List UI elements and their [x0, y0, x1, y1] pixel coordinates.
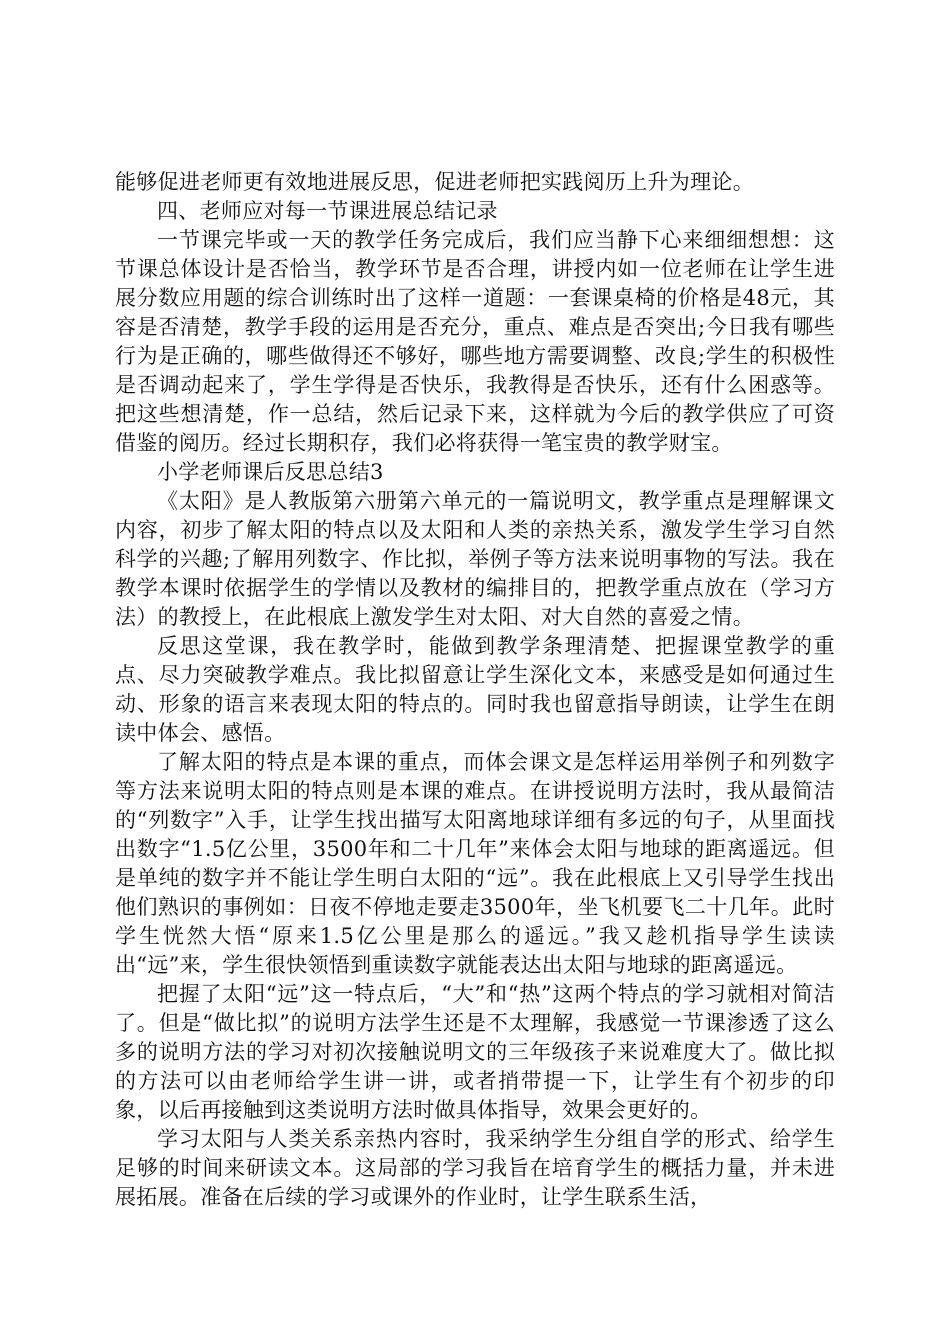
- section-heading-four: 四、老师应对每一节课进展总结记录: [157, 199, 498, 223]
- article-title-reflection-3: 小学老师课后反思总结3: [157, 460, 384, 484]
- paragraph-comparison-method: 把握了太阳“远”这一特点后，“大”和“热”这两个特点的学习就相对简洁了。但是“做比拟”的说明方法学生还是不太理解，我感觉一节课渗透了这么多的说明方法的学习对初次接触说明文的三年级孩子来说难度大了。做比拟的方法可以由老师给学生讲一讲，或者捎带提一下，让学生有个初步的印象，以后再接触到这类说明方法时做具体指导，效果会更好的。: [115, 982, 835, 1122]
- paragraph-sun-intro: 《太阳》是人教版第六册第六单元的一篇说明文，教学重点是理解课文内容，初步了解太阳的特点以及太阳和人类的亲热关系，激发学生学习自然科学的兴趣;了解用列数字、作比拟，举例子等方法来说明事物的写法。我在教学本课时依据学生的学情以及教材的编排目的，把教学重点放在（学习方法）的教授上，在此根底上激发学生对太阳、对大自然的喜爱之情。: [115, 489, 835, 629]
- document-body: [115, 168, 835, 1212]
- paragraph-group-study: 学习太阳与人类关系亲热内容时，我采纳学生分组自学的形式、给学生足够的时间来研读文本。这局部的学习我旨在培育学生的概括力量，并未进展拓展。准备在后续的学习或课外的作业时，让学生联系生活，: [115, 1127, 835, 1209]
- paragraph-continuation: 能够促进老师更有效地进展反思，促进老师把实践阅历上升为理论。: [115, 170, 754, 194]
- paragraph-sun-distance: 了解太阳的特点是本课的重点，而体会课文是怎样运用举例子和列数字等方法来说明太阳的特点则是本课的难点。在讲授说明方法时，我从最简洁的“列数字”入手，让学生找出描写太阳离地球详细有多远的句子，从里面找出数字“1.5亿公里，3500年和二十几年”来体会太阳与地球的距离遥远。但是单纯的数字并不能让学生明白太阳的“远”。我在此根底上又引导学生找出他们熟识的事例如：日夜不停地走要走3500年，坐飞机要飞二十几年。此时学生恍然大悟“原来1.5亿公里是那么的遥远。”我又趁机指导学生读读出“远”来，学生很快领悟到重读数字就能表达出太阳与地球的距离遥远。: [115, 750, 835, 977]
- paragraph-reflection: 反思这堂课，我在教学时，能做到教学条理清楚、把握课堂教学的重点、尽力突破教学难点。我比拟留意让学生深化文本，来感受是如何通过生动、形象的语言来表现太阳的特点的。同时我也留意指导朗读，让学生在朗读中体会、感悟。: [115, 634, 835, 745]
- paragraph-lesson-summary: 一节课完毕或一天的教学任务完成后，我们应当静下心来细细想想：这节课总体设计是否恰当，教学环节是否合理，讲授内如一位老师在让学生进展分数应用题的综合训练时出了这样一道题：一套课桌椅的价格是48元，其容是否清楚，教学手段的运用是否充分，重点、难点是否突出;今日我有哪些行为是正确的，哪些做得还不够好，哪些地方需要调整、改良;学生的积极性是否调动起来了，学生学得是否快乐，我教得是否快乐，还有什么困惑等。把这些想清楚，作一总结，然后记录下来，这样就为今后的教学供应了可资借鉴的阅历。经过长期积存，我们必将获得一笔宝贵的教学财宝。: [115, 228, 835, 455]
